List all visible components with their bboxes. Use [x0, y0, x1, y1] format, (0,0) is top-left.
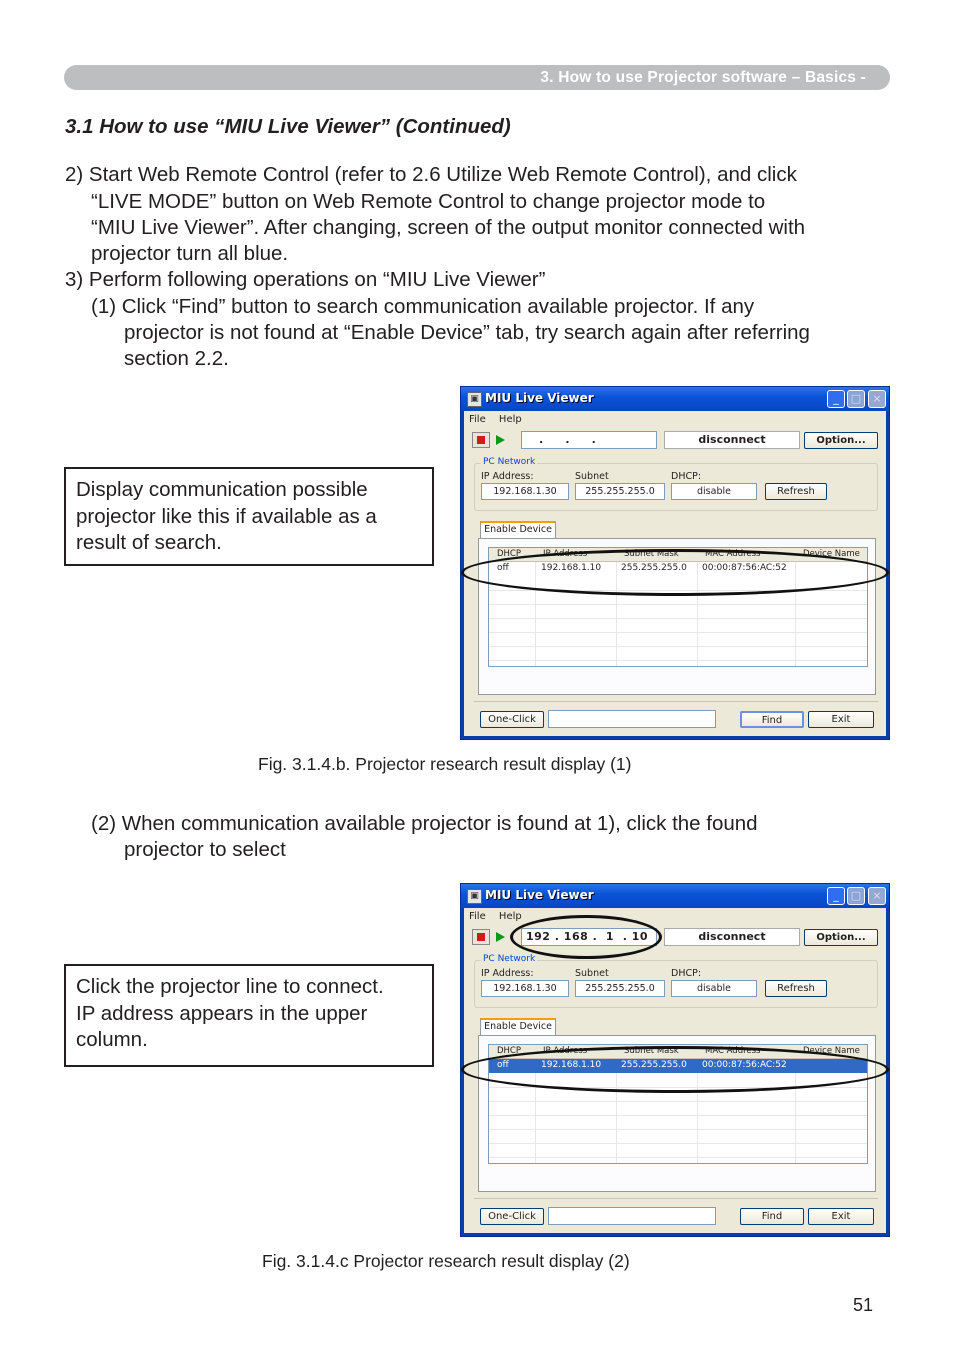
row-ip: 192.168.1.10 [541, 563, 602, 573]
pc-subnet-field[interactable]: 255.255.255.0 [575, 980, 665, 997]
play-icon[interactable] [496, 435, 505, 445]
column-header[interactable]: DHCP [497, 1046, 521, 1056]
chapter-header-text: 3. How to use Projector software – Basics - [540, 69, 866, 86]
step-3-2-line-1: (2) When communication available projector is found at 1), click the found [91, 812, 758, 835]
column-header[interactable]: Device Name [803, 549, 860, 559]
menu-file[interactable]: File [469, 414, 486, 425]
menu-help[interactable]: Help [498, 414, 522, 425]
tab-enable-device[interactable]: Enable Device [480, 1018, 556, 1036]
step-3-1-line-1: (1) Click “Find” button to search communication available projector. If any [91, 295, 755, 318]
step-2-line-1: 2) Start Web Remote Control (refer to 2.6 Utilize Web Remote Control), and click [65, 163, 797, 186]
step-3-2-line-2: projector to select [124, 838, 286, 861]
find-button[interactable]: Find [740, 711, 804, 728]
pc-dhcp-field[interactable]: disable [671, 483, 757, 500]
row-dhcp: off [497, 1060, 509, 1070]
row-mac: 00:00:87:56:AC:52 [702, 563, 787, 573]
app-icon: ▣ [467, 392, 482, 407]
page-number: 51 [853, 1295, 874, 1315]
callout-line: Click the projector line to connect. [76, 975, 384, 998]
window-title: MIU Live Viewer [485, 888, 594, 902]
refresh-button[interactable]: Refresh [765, 483, 827, 500]
window-title: MIU Live Viewer [485, 391, 594, 405]
exit-button[interactable]: Exit [808, 711, 874, 728]
pc-subnet-field[interactable]: 255.255.255.0 [575, 483, 665, 500]
row-subnet: 255.255.255.0 [621, 563, 687, 573]
connection-status-label: disconnect [664, 928, 800, 946]
row-ip: 192.168.1.10 [541, 1060, 602, 1070]
maximize-button[interactable]: □ [847, 887, 865, 905]
stop-icon [477, 436, 485, 444]
find-button[interactable]: Find [740, 1208, 804, 1225]
highlight-ellipse-row [461, 1046, 889, 1093]
column-header[interactable]: Subnet Mask [624, 1046, 679, 1056]
column-header[interactable]: MAC Address [705, 1046, 761, 1056]
step-2-line-4: projector turn all blue. [91, 242, 289, 265]
menu-bar [469, 911, 532, 922]
chapter-header-bar [64, 65, 890, 90]
pc-dhcp-field[interactable]: disable [671, 980, 757, 997]
section-title: 3.1 How to use “MIU Live Viewer” (Continued) [65, 115, 511, 138]
step-3-1-line-2: projector is not found at “Enable Device” tab, try search again after referring [124, 321, 810, 344]
column-header[interactable]: Device Name [803, 1046, 860, 1056]
highlight-ellipse-ip [510, 915, 662, 959]
stop-button[interactable] [472, 929, 490, 945]
callout-click-line [64, 964, 434, 1067]
column-header[interactable]: IP Address [543, 549, 588, 559]
column-header[interactable]: MAC Address [705, 549, 761, 559]
status-field [548, 1207, 716, 1225]
figure-caption-c: Fig. 3.1.4.c Projector research result display (2) [262, 1251, 630, 1271]
step-3-1-line-3: section 2.2. [124, 347, 229, 370]
pc-ip-field[interactable]: 192.168.1.30 [481, 483, 569, 500]
stop-button[interactable] [472, 432, 490, 448]
pc-network-group [474, 954, 878, 1008]
step-3-line-1: 3) Perform following operations on “MIU Live Viewer” [65, 268, 546, 291]
menu-bar [469, 414, 532, 425]
pc-ip-field[interactable]: 192.168.1.30 [481, 980, 569, 997]
option-button[interactable]: Option... [804, 432, 878, 449]
callout-line: IP address appears in the upper [76, 1001, 368, 1025]
one-click-button[interactable]: One-Click [480, 711, 544, 728]
column-header[interactable]: DHCP [497, 549, 521, 559]
subnet-label: Subnet [575, 968, 609, 979]
close-button[interactable]: × [868, 390, 886, 408]
highlight-ellipse [461, 549, 889, 596]
title-bar[interactable] [461, 884, 889, 908]
one-click-button[interactable]: One-Click [480, 1208, 544, 1225]
stop-icon [477, 933, 485, 941]
app-icon: ▣ [467, 889, 482, 904]
row-dhcp: off [497, 563, 509, 573]
callout-line: Display communication possible [76, 478, 368, 501]
separator [474, 701, 878, 702]
close-button[interactable]: × [868, 887, 886, 905]
row-mac: 00:00:87:56:AC:52 [702, 1060, 787, 1070]
step-2-line-2: “LIVE MODE” button on Web Remote Control to change projector mode to [91, 190, 766, 213]
step-2-line-3: “MIU Live Viewer”. After changing, screen of the output monitor connected with [91, 216, 806, 239]
status-field [548, 710, 716, 728]
tab-enable-device[interactable]: Enable Device [480, 521, 556, 539]
title-bar[interactable] [461, 387, 889, 411]
column-header[interactable]: Subnet Mask [624, 549, 679, 559]
refresh-button[interactable]: Refresh [765, 980, 827, 997]
minimize-button[interactable]: _ [827, 390, 845, 408]
maximize-button[interactable]: □ [847, 390, 865, 408]
row-subnet: 255.255.255.0 [621, 1060, 687, 1070]
minimize-button[interactable]: _ [827, 887, 845, 905]
menu-help[interactable]: Help [498, 911, 522, 922]
option-button[interactable]: Option... [804, 929, 878, 946]
dhcp-label: DHCP: [671, 968, 702, 979]
callout-line: result of search. [76, 531, 222, 554]
pc-network-label: PC Network [483, 954, 536, 964]
menu-file[interactable]: File [469, 911, 486, 922]
callout-search-result [64, 467, 434, 566]
callout-line: projector like this if available as a [76, 504, 377, 528]
callout-line: column. [76, 1028, 148, 1051]
play-icon[interactable] [496, 932, 505, 942]
subnet-label: Subnet [575, 471, 609, 482]
figure-caption-b: Fig. 3.1.4.b. Projector research result display (1) [258, 754, 632, 774]
ip-address-label: IP Address: [481, 471, 534, 482]
ip-address-label: IP Address: [481, 968, 534, 979]
dhcp-label: DHCP: [671, 471, 702, 482]
ip-address-field[interactable]: . . . [521, 431, 657, 449]
connection-status-label: disconnect [664, 431, 800, 449]
pc-network-label: PC Network [483, 457, 536, 467]
pc-network-group [474, 457, 878, 511]
separator [474, 1198, 878, 1199]
ip-address-field[interactable]: 192 . 168 . 1 . 10 [521, 928, 657, 946]
exit-button[interactable]: Exit [808, 1208, 874, 1225]
column-header[interactable]: IP Address [543, 1046, 588, 1056]
